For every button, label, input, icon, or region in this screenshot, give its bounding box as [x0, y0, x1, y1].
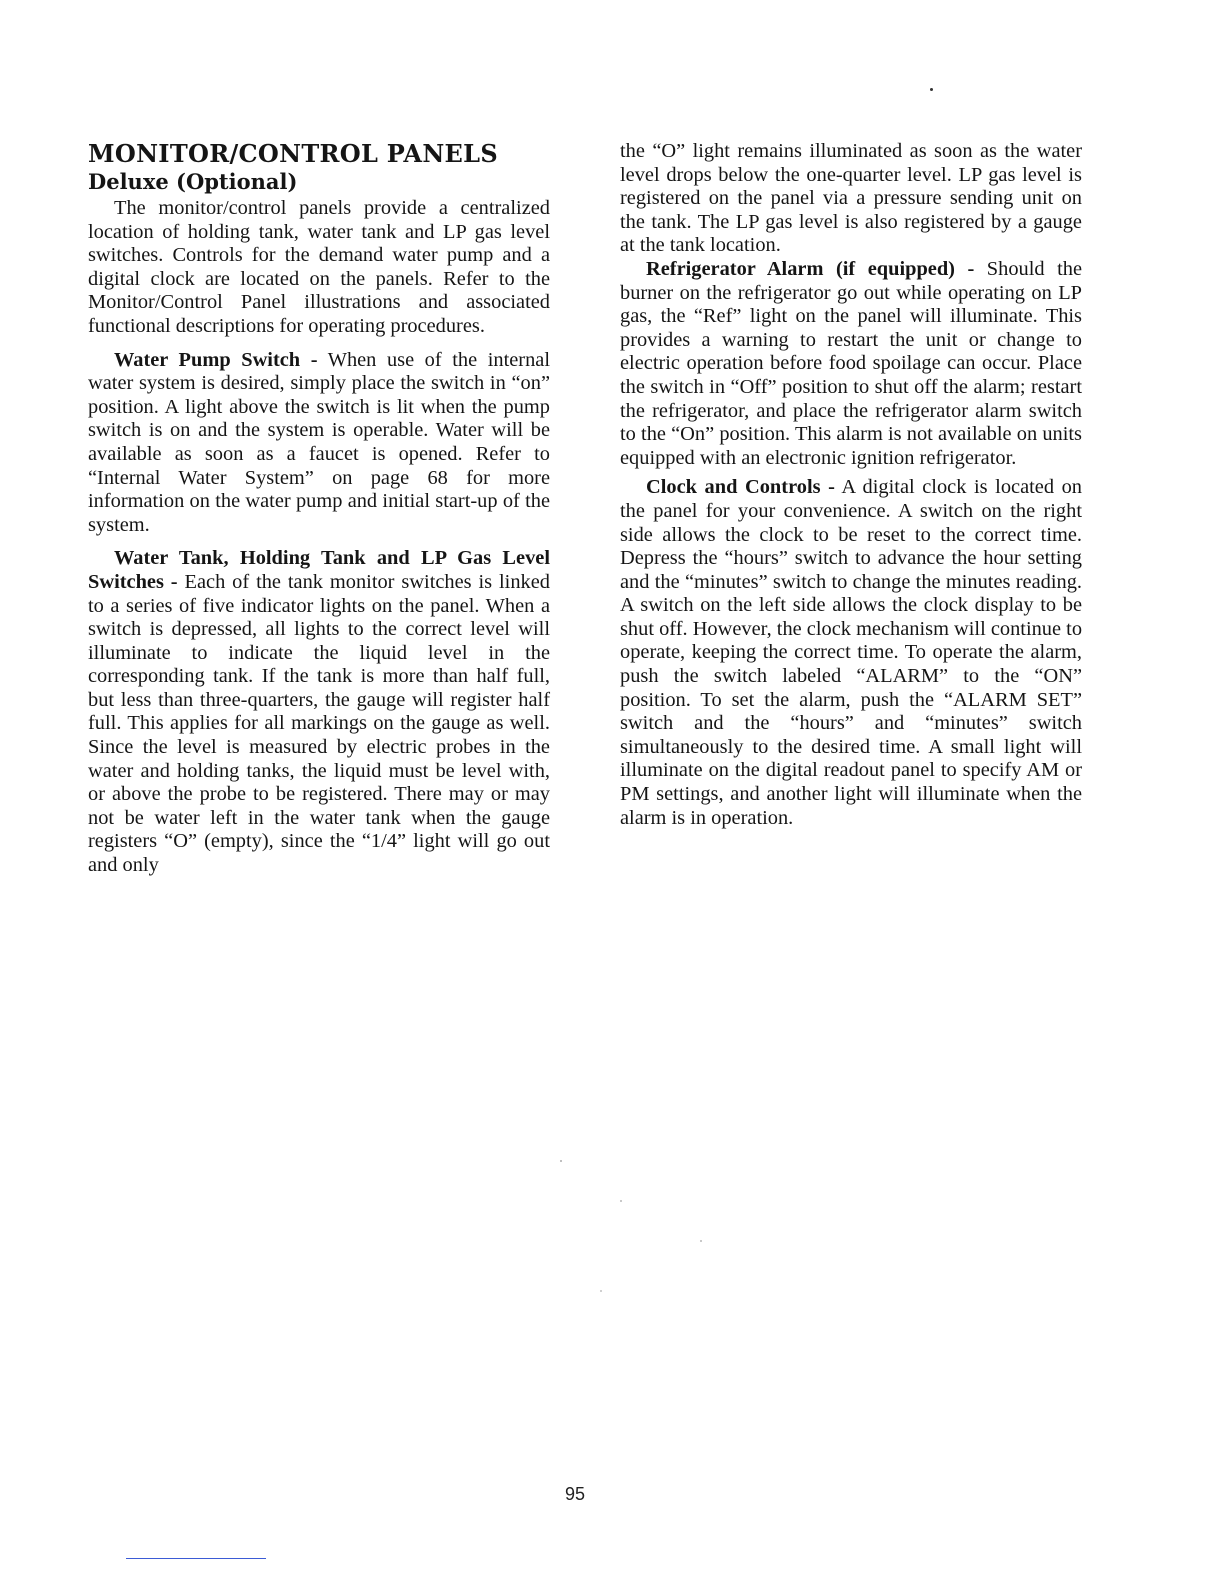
clock-controls-text: A digital clock is located on the panel for your convenience. A switch on the right side allows the clock to be reset to the correct time. Depress the “hours” switch to advance the hour setting and the “minutes” switch to change the minutes reading. A switch on the left side allows the clock display to be shut off. However, the clock mechanism will continue to operate, keeping the correct time. To operate the alarm, push the switch labeled “ALARM” to the “ON” position. To set the alarm, push the “ALARM SET” switch and the “hours” and “minutes” switch simultaneously to the desired time. A small light will illuminate on the digital readout panel to specify AM or PM settings, and another light will illuminate when the alarm is in operation.	[620, 476, 1083, 829]
water-pump-heading: Water Pump Switch -	[114, 348, 318, 371]
refrigerator-alarm-heading: Refrigerator Alarm (if equipped) -	[646, 257, 975, 280]
clock-controls-heading: Clock and Controls -	[646, 476, 835, 499]
page-number: 95	[564, 1484, 586, 1504]
clock-controls-paragraph	[620, 476, 1082, 830]
level-switches-paragraph	[88, 547, 550, 877]
refrigerator-alarm-text: Should the burner on the refrigerator go out while operating on LP gas, the “Ref” light on the panel will illuminate. This provides a warning to restart the unit or change to electric operation before food spoilage can occur. Place the switch in “Off” position to shut off the alarm; restart the refrigerator, and place the refrigerator alarm switch to the “On” position. This alarm is not available on units equipped with an electronic ignition refrigerator.	[620, 257, 1082, 469]
scan-speck	[620, 1200, 622, 1202]
water-pump-text: When use of the internal water system is desired, simply place the switch in “on” position. A light above the switch is lit when the pump switch is on and the system is operable. Water will be available as soon as a faucet is opened. Refer to “Internal Water System” on page 68 for more information on the water pump and initial start-up of the system.	[88, 348, 550, 536]
scan-speck	[930, 88, 933, 91]
level-switches-heading: Water Tank, Holding Tank and LP Gas Level Switches -	[88, 547, 550, 593]
refrigerator-alarm-paragraph	[620, 258, 1082, 470]
scan-speck	[700, 1240, 702, 1242]
level-switches-text: Each of the tank monitor switches is linked to a series of five indicator lights on the panel. When a switch is depressed, all lights to the correct level will illuminate to indicate the liquid level in the corresponding tank. If the tank is more than half full, but less than three-quarters, the gauge will register half full. This applies for all markings on the gauge as well. Since the level is measured by electric probes in the water and holding tanks, the liquid must be level with, or above the probe to be registered. There may or may not be water left in the water tank when the gauge registers “O” (empty), since the “1/4” light will go out and only	[88, 570, 550, 877]
left-column	[88, 140, 550, 878]
scan-speck	[560, 1160, 562, 1162]
water-pump-paragraph	[88, 349, 550, 538]
page-subtitle: Deluxe (Optional)	[88, 169, 298, 194]
continuation-paragraph: the “O” light remains illuminated as soon as the water level drops below the one-quarter level. LP gas level is registered on the panel via a pressure sending unit on the tank. The LP gas level is also registered by a gauge at the tank location.	[620, 140, 1082, 257]
page-title: MONITOR/CONTROL PANELS	[88, 139, 498, 168]
right-column	[620, 140, 1082, 830]
scan-speck	[600, 1290, 602, 1292]
intro-paragraph: The monitor/control panels provide a centralized location of holding tank, water tank and LP gas level switches. Controls for the demand water pump and a digital clock are located on the panels. Refer to the Monitor/Control Panel illustrations and associated functional descriptions for operating procedures.	[88, 197, 550, 337]
bottom-rule	[126, 1558, 266, 1559]
